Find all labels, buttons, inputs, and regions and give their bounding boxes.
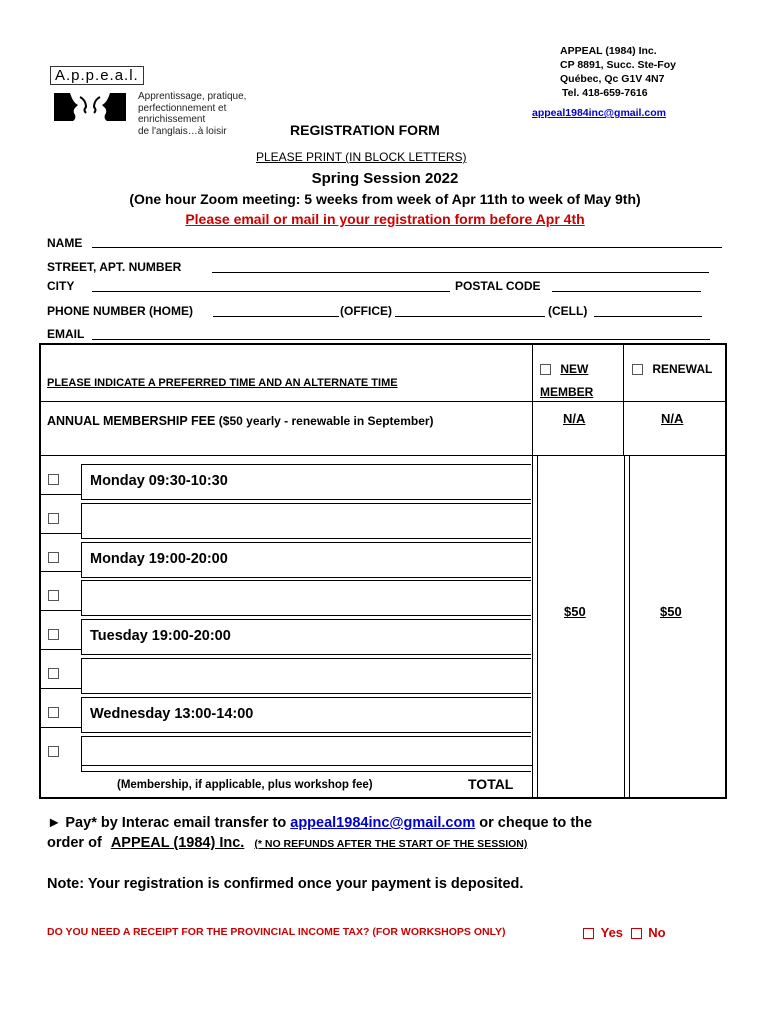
table-instruction: PLEASE INDICATE A PREFERRED TIME AND AN ALTERNATE TIME [47,377,398,389]
table-border [39,688,81,689]
table-border [39,571,81,572]
table-border [81,765,532,766]
time-slot-checkbox[interactable] [48,629,59,640]
print-note: PLEASE PRINT (IN BLOCK LETTERS) [256,150,467,164]
header-email-link[interactable]: appeal1984inc@gmail.com [532,107,666,119]
email-field[interactable] [92,339,710,340]
phone-office-label: (OFFICE) [340,304,392,318]
table-border [39,727,81,728]
fee-renewal-value: N/A [661,411,684,426]
deadline-note: Please email or mail in your registration form before Apr 4th [185,211,585,227]
table-border [532,343,533,799]
org-name: APPEAL (1984) Inc. [560,45,657,57]
time-slot-checkbox[interactable] [48,590,59,601]
table-border [725,343,727,799]
tagline-line: Apprentissage, pratique, [138,91,247,102]
name-field[interactable] [92,247,722,248]
price-renewal: $50 [660,604,682,619]
payment-text: or cheque to the [479,815,593,831]
arrow-icon: ► [47,815,62,831]
table-border [629,455,630,797]
postal-code-label: POSTAL CODE [455,279,541,293]
refund-note: (* NO REFUNDS AFTER THE START OF THE SESSION) [254,838,528,850]
city-field[interactable] [92,291,450,292]
postal-box: CP 8891, Succ. Ste-Foy [560,59,676,71]
tel-line: Tel. 418-659-7616 [562,87,648,99]
time-slot-cell [81,658,531,694]
no-checkbox[interactable] [631,928,642,939]
renewal-label: RENEWAL [652,362,713,376]
phone-cell-field[interactable] [594,316,702,317]
renewal-option[interactable] [632,362,712,376]
fee-label: ANNUAL MEMBERSHIP FEE [47,414,216,428]
payee-name: APPEAL (1984) Inc. [110,835,245,851]
receipt-options [583,925,666,940]
table-border [537,455,538,797]
payment-text: order of [47,835,102,851]
yes-label: Yes [600,925,624,940]
new-label: NEW [560,362,589,376]
time-slot-checkbox[interactable] [48,552,59,563]
time-slot-cell [81,736,531,772]
logo-tagline [138,91,290,137]
tagline-line: perfectionnement et enrichissement [138,102,227,125]
time-slot-label: Wednesday 13:00-14:00 [90,706,254,722]
table-border [39,533,81,534]
meeting-info: (One hour Zoom meeting: 5 weeks from week of Apr 11th to week of May 9th) [129,191,641,207]
address-block [560,44,676,100]
phone-home-label: PHONE NUMBER (HOME) [47,304,193,318]
time-slot-label: Tuesday 19:00-20:00 [90,628,231,644]
table-border [624,455,625,797]
confirmation-note: Note: Your registration is confirmed once your payment is deposited. [47,876,524,892]
street-field[interactable] [212,272,709,273]
table-border [39,797,727,799]
time-slot-label: Monday 09:30-10:30 [90,473,228,489]
postal-code-field[interactable] [552,291,701,292]
phone-office-field[interactable] [395,316,545,317]
logo-name: A.p.p.e.a.l. [50,66,144,85]
table-border [623,343,624,456]
city-line: Québec, Qc G1V 4N7 [560,73,665,85]
fee-new-value: N/A [563,411,586,426]
table-border [39,649,81,650]
phone-cell-label: (CELL) [548,304,588,318]
new-member-checkbox[interactable] [540,364,551,375]
payment-line-1 [47,815,592,831]
time-slot-cell [81,503,531,539]
member-label: MEMBER [540,385,594,399]
table-border [39,494,81,495]
no-label: No [648,925,666,940]
new-member-option[interactable] [540,362,588,376]
price-new: $50 [564,604,586,619]
time-slot-label: Monday 19:00-20:00 [90,551,228,567]
table-border [39,610,81,611]
total-label: TOTAL [468,776,514,792]
receipt-question: DO YOU NEED A RECEIPT FOR THE PROVINCIAL INCOME TAX? (FOR WORKSHOPS ONLY) [47,926,506,938]
time-slot-checkbox[interactable] [48,513,59,524]
email-label: EMAIL [47,327,85,341]
fee-row [47,414,434,428]
yes-checkbox[interactable] [583,928,594,939]
fee-note: ($50 yearly - renewable in September) [218,414,434,428]
street-label: STREET, APT. NUMBER [47,260,182,274]
payment-email-link[interactable]: appeal1984inc@gmail.com [290,815,476,831]
page-title: REGISTRATION FORM [290,122,440,138]
payment-line-2 [47,835,527,851]
tagline-line: de l'anglais…à loisir [138,125,227,137]
time-slot-checkbox[interactable] [48,707,59,718]
phone-home-field[interactable] [213,316,339,317]
time-slot-checkbox[interactable] [48,668,59,679]
logo-faces-icon [50,89,130,129]
payment-text: Pay* by Interac email transfer to [65,815,287,831]
logo [50,66,290,137]
total-note: (Membership, if applicable, plus workshop fee) [117,779,373,791]
table-border [39,401,727,402]
city-label: CITY [47,279,75,293]
renewal-checkbox[interactable] [632,364,643,375]
time-slot-cell [81,580,531,616]
time-slot-checkbox[interactable] [48,474,59,485]
name-label: NAME [47,236,83,250]
time-slot-checkbox[interactable] [48,746,59,757]
session-title: Spring Session 2022 [311,170,459,187]
